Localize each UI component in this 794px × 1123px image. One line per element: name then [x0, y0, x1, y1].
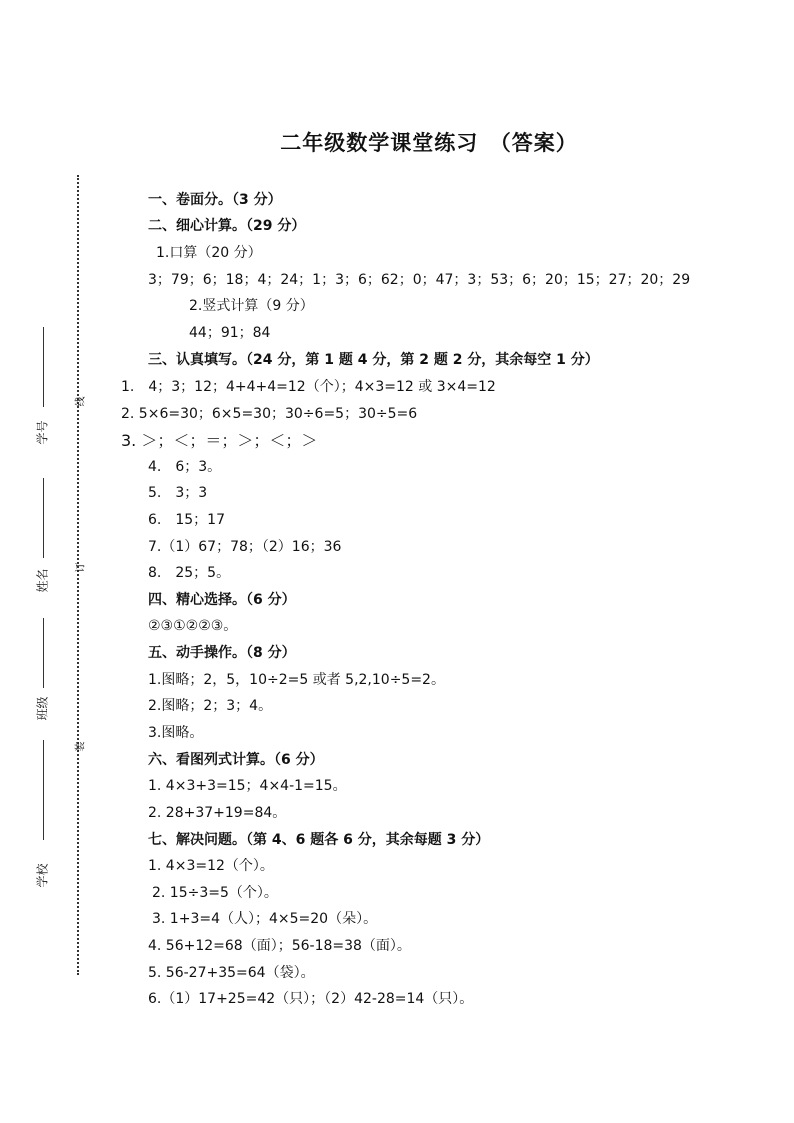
xingming-blank-line [43, 478, 44, 558]
answer-line: 3. ＞；＜；＝；＞；＜；＞ [121, 431, 318, 450]
answer-line: 2. 5×6=30；6×5=30；30÷6=5；30÷5=6 [121, 406, 418, 422]
answer-line: 5. 56-27+35=64（袋）。 [148, 965, 315, 981]
section-3-heading: 三、认真填写。（24 分，第 1 题 4 分，第 2 题 2 分，其余每空 1 分） [148, 352, 599, 368]
answer-line: 1.图略；2，5，10÷2=5 或者 5,2,10÷5=2。 [148, 672, 445, 688]
subsection-vertical: 2.竖式计算（9 分） [189, 298, 314, 314]
section-1-heading: 一、卷面分。（3 分） [148, 192, 282, 208]
answer-line: 5. 3；3 [148, 485, 208, 501]
section-4-heading: 四、精心选择。（6 分） [148, 592, 296, 608]
xuexiao-label: 学校 [35, 863, 50, 888]
answer-line: 44；91；84 [189, 325, 271, 341]
binding-mark-zhuang: 装 [75, 741, 87, 752]
answer-line: 1. 4；3；12；4+4+4=12（个）；4×3=12 或 3×4=12 [121, 379, 496, 395]
answer-line: 2.图略；2；3；4。 [148, 698, 273, 714]
answer-line: 3. 1+3=4（人）；4×5=20（朵）。 [152, 911, 378, 927]
answer-line: 6. 15；17 [148, 512, 225, 528]
answer-line: 6.（1）17+25=42（只）；（2）42-28=14（只）。 [148, 991, 474, 1007]
xingming-label: 姓名 [35, 568, 50, 593]
section-5-heading: 五、动手操作。（8 分） [148, 645, 296, 661]
page-title: 二年级数学课堂练习 （答案） [280, 131, 578, 155]
answer-line: 7.（1）67；78；（2）16；36 [148, 539, 342, 555]
section-6-heading: 六、看图列式计算。（6 分） [148, 752, 324, 768]
binding-dotted-line [77, 175, 79, 975]
xuehao-blank-line [43, 327, 44, 407]
answer-line: 1. 4×3=12（个）。 [148, 858, 274, 874]
answer-line: 3；79；6；18；4；24；1；3；6；62；0；47；3；53；6；20；15；27；20；29 [148, 272, 691, 288]
answer-line: 4. 56+12=68（面）；56-18=38（面）。 [148, 938, 411, 954]
binding-mark-ding: 订 [75, 562, 87, 573]
answer-line: 8. 25；5。 [148, 565, 231, 581]
banji-blank-line [43, 618, 44, 688]
xuehao-label: 学号 [35, 420, 50, 445]
section-7-heading: 七、解决问题。（第 4、6 题各 6 分，其余每题 3 分） [148, 832, 490, 848]
answer-line: ②③①②②③。 [148, 618, 238, 634]
answer-line: 4. 6；3。 [148, 459, 222, 475]
section-2-heading: 二、细心计算。（29 分） [148, 218, 306, 234]
answer-line: 1. 4×3+3=15；4×4-1=15。 [148, 778, 347, 794]
subsection-oral: 1.口算（20 分） [156, 245, 262, 261]
answer-line: 2. 15÷3=5（个）。 [152, 885, 278, 901]
answer-line: 2. 28+37+19=84。 [148, 805, 287, 821]
answer-line: 3.图略。 [148, 725, 204, 741]
xuexiao-blank-line [43, 740, 44, 840]
binding-mark-xian: 线 [75, 396, 87, 407]
banji-label: 班级 [35, 696, 50, 721]
